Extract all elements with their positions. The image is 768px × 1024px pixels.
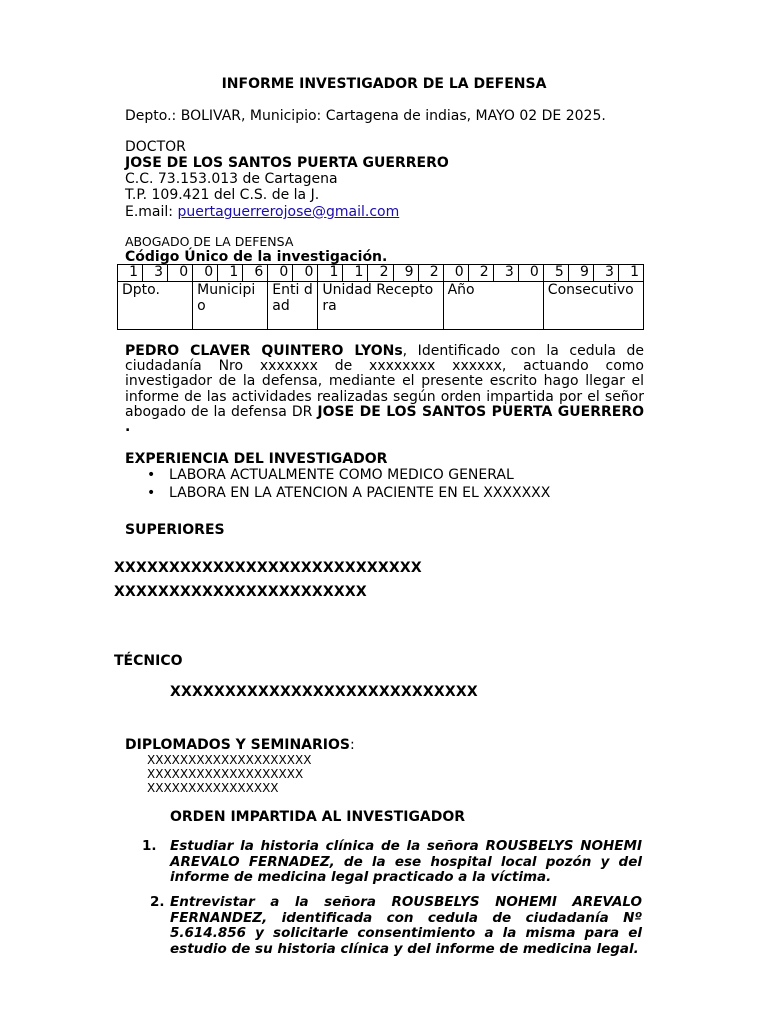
superiores-line: XXXXXXXXXXXXXXXXXXXXXXXXXXXX [114, 560, 422, 576]
experience-item-text: LABORA ACTUALMENTE COMO MEDICO GENERAL [169, 467, 514, 483]
code-digit: 1 [618, 265, 643, 282]
diplomados-line: XXXXXXXXXXXXXXXXXXX [147, 767, 304, 781]
document-title: INFORME INVESTIGADOR DE LA DEFENSA [221, 76, 547, 92]
diplomados-colon: : [349, 737, 355, 753]
orden-list [142, 838, 642, 886]
code-digit: 2 [368, 265, 393, 282]
experience-item [147, 484, 551, 502]
code-digit: 5 [543, 265, 568, 282]
code-digit: 6 [243, 265, 268, 282]
tecnico-heading: TÉCNICO [114, 653, 183, 669]
label-municipio: Municipi o [193, 282, 268, 330]
code-digit: 0 [443, 265, 468, 282]
code-digit: 2 [418, 265, 443, 282]
code-digit: 0 [268, 265, 293, 282]
code-heading: Código Único de la investigación. [125, 249, 388, 265]
code-digit: 9 [568, 265, 593, 282]
code-digit: 1 [218, 265, 243, 282]
code-digit: 0 [193, 265, 218, 282]
label-unidad-receptora: Unidad Recepto ra [318, 282, 443, 330]
code-digit: 0 [293, 265, 318, 282]
code-digit: 3 [493, 265, 518, 282]
intro-paragraph [125, 344, 644, 435]
experience-list [125, 466, 550, 502]
tecnico-line: XXXXXXXXXXXXXXXXXXXXXXXXXXXX [170, 684, 478, 700]
code-digit: 1 [118, 265, 143, 282]
email-label: E.mail: [125, 204, 178, 220]
addressee-tp: T.P. 109.421 del C.S. de la J. [125, 187, 320, 203]
code-digit: 3 [593, 265, 618, 282]
addressee-cc: C.C. 73.153.013 de Cartagena [125, 171, 338, 187]
label-ano: Año [443, 282, 543, 330]
intro-text: , Identificado con la cedula de ciudadanía Nro xxxxxxx de xxxxxxxx xxxxxx, actuando como investigador de la defensa, mediante el presente escrito hago llegar el informe de las actividades realizadas según orden impartida por el señor abogado de la defensa DR [125, 343, 645, 420]
diplomados-line: XXXXXXXXXXXXXXXXXXXX [147, 753, 312, 767]
orden-item-number: 1. [142, 838, 157, 854]
intro-lawyer-name: JOSE DE LOS SANTOS PUERTA GUERRERO . [125, 403, 644, 436]
bullet-icon: • [147, 467, 156, 483]
email-link[interactable]: puertaguerrerojose@gmail.com [177, 204, 400, 220]
investigation-code-table [117, 264, 644, 330]
addressee-name: JOSE DE LOS SANTOS PUERTA GUERRERO [125, 155, 449, 171]
code-digit: 1 [343, 265, 368, 282]
experience-item-text: LABORA EN LA ATENCION A PACIENTE EN EL XXXXXXX [169, 485, 551, 501]
code-digit: 2 [468, 265, 493, 282]
addressee-email-row [125, 204, 399, 220]
addressee-role: ABOGADO DE LA DEFENSA [125, 234, 294, 249]
code-label-row [118, 282, 644, 330]
orden-item-text: Estudiar la historia clínica de la señora ROUSBELYS NOHEMI AREVALO FERNADEZ, de la ese hospital local pozón y del informe de medicina legal practicado a la víctima. [170, 838, 642, 885]
label-dpto: Dpto. [118, 282, 193, 330]
orden-item [142, 838, 642, 886]
investigator-name: PEDRO CLAVER QUINTERO LYONs [125, 343, 403, 359]
code-digit-row [118, 265, 644, 282]
experience-heading: EXPERIENCIA DEL INVESTIGADOR [125, 451, 388, 467]
diplomados-heading-row [125, 737, 355, 753]
label-entidad: Enti d ad [268, 282, 318, 330]
bullet-icon: • [147, 485, 156, 501]
orden-item-text: Entrevistar a la señora ROUSBELYS NOHEMI AREVALO FERNANDEZ, identificada con cedula de ciudadanía Nº 5.614.856 y solicitarle consentimiento a la misma para el estudio de su historia clínica y del informe de medicina legal. [170, 894, 642, 957]
code-digit: 9 [393, 265, 418, 282]
orden-item [150, 894, 642, 957]
code-digit: 0 [518, 265, 543, 282]
location-date-line: Depto.: BOLIVAR, Municipio: Cartagena de indias, MAYO 02 DE 2025. [125, 108, 606, 124]
orden-list [150, 894, 642, 957]
addressee-salutation: DOCTOR [125, 139, 186, 155]
code-digit: 0 [168, 265, 193, 282]
orden-item-number: 2. [150, 894, 165, 910]
diplomados-line: XXXXXXXXXXXXXXXX [147, 781, 279, 795]
experience-item [147, 466, 550, 484]
code-digit: 3 [143, 265, 168, 282]
superiores-heading: SUPERIORES [125, 522, 225, 538]
orden-heading: ORDEN IMPARTIDA AL INVESTIGADOR [170, 809, 466, 825]
code-digit: 1 [318, 265, 343, 282]
label-consecutivo: Consecutivo [543, 282, 643, 330]
diplomados-heading: DIPLOMADOS Y SEMINARIOS [125, 737, 350, 753]
superiores-line: XXXXXXXXXXXXXXXXXXXXXXX [114, 584, 367, 600]
